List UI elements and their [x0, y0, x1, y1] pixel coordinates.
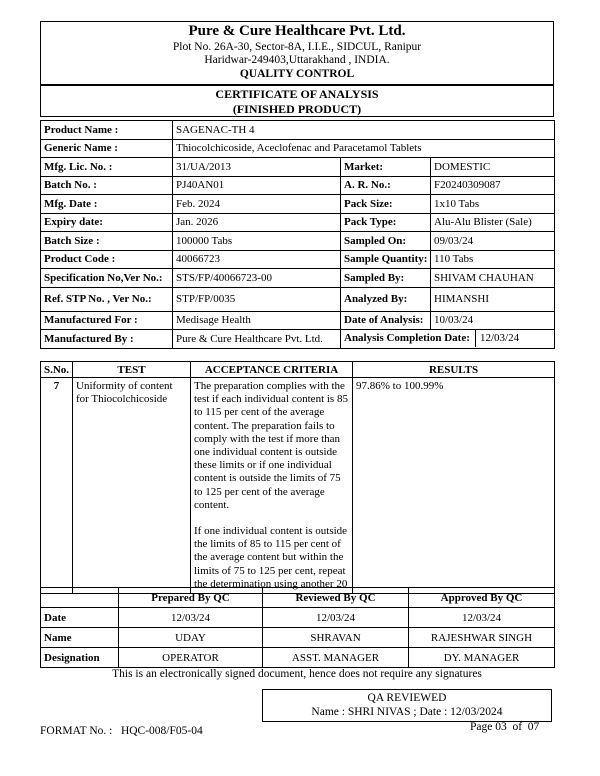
test-header: TEST — [73, 362, 191, 378]
approved-designation: DY. MANAGER — [409, 648, 555, 668]
test-results-table — [40, 361, 555, 594]
prepared-by-header: Prepared By QC — [119, 588, 263, 608]
date-of-analysis-value: 10/03/24 — [431, 311, 555, 330]
test-sno: 7 — [41, 378, 73, 594]
market-value: DOMESTIC — [431, 158, 555, 177]
row-mfg-lic — [41, 158, 555, 177]
mfd-by-label: Manufactured By : — [41, 330, 173, 349]
test-name: Uniformity of content for Thiocolchicoside — [73, 378, 191, 594]
row-product-code — [41, 250, 555, 269]
qa-reviewed-title: QA REVIEWED — [367, 692, 447, 704]
analyzed-by-label: Analyzed By: — [341, 287, 431, 311]
product-code-value: 40066723 — [173, 250, 341, 269]
sampled-by-label: Sampled By: — [341, 269, 431, 288]
batch-size-label: Batch Size : — [41, 232, 173, 251]
batch-no-value: PJ40AN01 — [173, 176, 341, 195]
approved-name: RAJESHWAR SINGH — [409, 628, 555, 648]
analysis-completion-label: Analysis Completion Date: — [341, 330, 476, 347]
sampled-on-label: Sampled On: — [341, 232, 431, 251]
analyzed-by-value: HIMANSHI — [431, 287, 555, 311]
prepared-name: UDAY — [119, 628, 263, 648]
generic-name-value: Thiocolchicoside, Aceclofenac and Paracetamol Tablets — [173, 139, 555, 158]
reviewed-name: SHRAVAN — [263, 628, 409, 648]
batch-no-label: Batch No. : — [41, 176, 173, 195]
analysis-completion-value: 12/03/24 — [480, 332, 520, 345]
row-batch-no — [41, 176, 555, 195]
pack-type-label: Pack Type: — [341, 213, 431, 232]
row-batch-size — [41, 232, 555, 251]
row-mfg-date — [41, 195, 555, 214]
format-number: FORMAT No. : HQC-008/F05-04 — [40, 725, 203, 737]
row-generic-name — [41, 139, 555, 158]
sample-qty-label: Sample Quantity: — [341, 250, 431, 269]
criteria-paragraph-1: The preparation complies with the test if each individual content is 85 to 115 per cent of the average content. The preparation fails to comply with the test if more than one individual content is outside these limits or if one individual content is outside the limits of 75 to 125 per cent of the average content. — [194, 380, 348, 511]
mfd-for-label: Manufactured For : — [41, 311, 173, 330]
signature-table — [40, 587, 555, 668]
results-header: RESULTS — [353, 362, 555, 378]
pack-size-label: Pack Size: — [341, 195, 431, 214]
date-of-analysis-label: Date of Analysis: — [341, 311, 431, 330]
certificate-title-box — [40, 85, 554, 117]
ar-no-label: A. R. No.: — [341, 176, 431, 195]
signature-corner — [41, 588, 119, 608]
name-label: Name — [41, 628, 119, 648]
row-ref-stp — [41, 287, 555, 311]
product-name-label: Product Name : — [41, 121, 173, 140]
signature-header-row — [41, 588, 555, 608]
signature-designation-row — [41, 648, 555, 668]
ref-stp-value: STP/FP/0035 — [173, 287, 341, 311]
market-label: Market: — [341, 158, 431, 177]
expiry-label: Expiry date: — [41, 213, 173, 232]
reviewed-date: 12/03/24 — [263, 608, 409, 628]
analysis-completion-cell — [341, 330, 555, 349]
test-header-row — [41, 362, 555, 378]
pack-type-value: Alu-Alu Blister (Sale) — [431, 213, 555, 232]
test-row — [41, 378, 555, 594]
mfd-for-value: Medisage Health — [173, 311, 341, 330]
spec-value: STS/FP/40066723-00 — [173, 269, 341, 288]
row-product-name — [41, 121, 555, 140]
approved-date: 12/03/24 — [409, 608, 555, 628]
qa-reviewed-box — [262, 689, 552, 722]
mfg-date-value: Feb. 2024 — [173, 195, 341, 214]
row-manufactured-by — [41, 330, 555, 349]
mfg-lic-label: Mfg. Lic. No. : — [41, 158, 173, 177]
reviewed-designation: ASST. MANAGER — [263, 648, 409, 668]
signature-date-row — [41, 608, 555, 628]
pack-size-value: 1x10 Tabs — [431, 195, 555, 214]
sno-header: S.No. — [41, 362, 73, 378]
mfg-date-label: Mfg. Date : — [41, 195, 173, 214]
row-expiry — [41, 213, 555, 232]
prepared-designation: OPERATOR — [119, 648, 263, 668]
ref-stp-label: Ref. STP No. , Ver No.: — [41, 287, 173, 311]
company-name: Pure & Cure Healthcare Pvt. Ltd. — [188, 23, 406, 39]
company-header — [40, 21, 554, 85]
qa-reviewed-detail: Name : SHRI NIVAS ; Date : 12/03/2024 — [311, 706, 503, 718]
product-info-table — [40, 120, 555, 349]
certificate-title: CERTIFICATE OF ANALYSIS — [215, 87, 379, 101]
signature-name-row — [41, 628, 555, 648]
address-line-2: Haridwar-249403,Uttarakhand , INDIA. — [204, 54, 390, 66]
batch-size-value: 100000 Tabs — [173, 232, 341, 251]
electronic-signature-note: This is an electronically signed document, hence does not require any signatures — [112, 668, 482, 680]
page-number: Page 03 of 07 — [470, 721, 540, 733]
address-line-1: Plot No. 26A-30, Sector-8A, I.I.E., SIDCUL, Ranipur — [172, 41, 422, 53]
reviewed-by-header: Reviewed By QC — [263, 588, 409, 608]
sampled-by-value: SHIVAM CHAUHAN — [431, 269, 555, 288]
mfg-lic-value: 31/UA/2013 — [173, 158, 341, 177]
generic-name-label: Generic Name : — [41, 139, 173, 158]
ar-no-value: F20240309087 — [431, 176, 555, 195]
mfd-by-value: Pure & Cure Healthcare Pvt. Ltd. — [173, 330, 341, 349]
sample-qty-value: 110 Tabs — [431, 250, 555, 269]
product-code-label: Product Code : — [41, 250, 173, 269]
date-label: Date — [41, 608, 119, 628]
product-name-value: SAGENAC-TH 4 — [173, 121, 555, 140]
department: QUALITY CONTROL — [239, 68, 355, 80]
test-result: 97.86% to 100.99% — [353, 378, 555, 594]
expiry-value: Jan. 2026 — [173, 213, 341, 232]
spec-label: Specification No,Ver No.: — [41, 269, 173, 288]
criteria-header: ACCEPTANCE CRITERIA — [191, 362, 353, 378]
row-specification — [41, 269, 555, 288]
approved-by-header: Approved By QC — [409, 588, 555, 608]
sampled-on-value: 09/03/24 — [431, 232, 555, 251]
criteria-paragraph-2: If one individual content is outside the limits of 85 to 115 per cent of the average content but within the limits of 75 to 125 per cent, repeat the determination using another 20 — [194, 525, 348, 590]
prepared-date: 12/03/24 — [119, 608, 263, 628]
test-criteria — [191, 378, 353, 594]
designation-label: Designation — [41, 648, 119, 668]
certificate-subtitle: (FINISHED PRODUCT) — [232, 102, 362, 116]
row-manufactured-for — [41, 311, 555, 330]
